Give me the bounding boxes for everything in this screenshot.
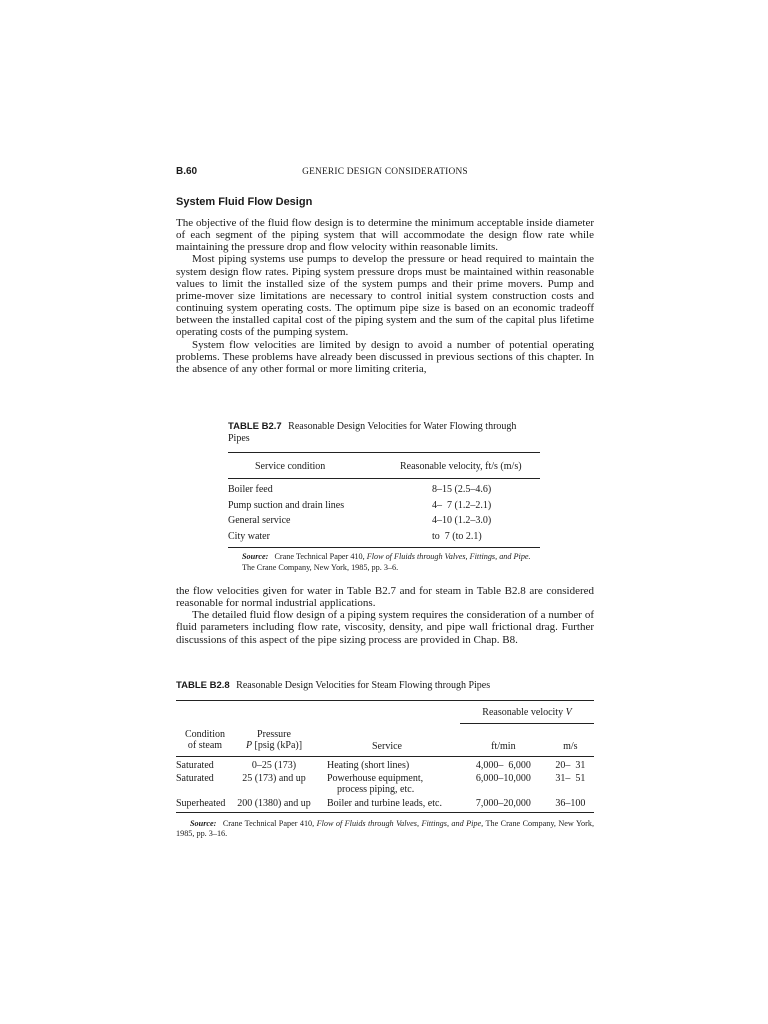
section-title: System Fluid Flow Design <box>176 196 313 208</box>
source-label: Source: <box>242 552 269 561</box>
table-row <box>176 757 594 773</box>
page-body <box>176 166 594 375</box>
table-b28-caption-text: Reasonable Design Velocities for Steam Flowing through Pipes <box>236 680 491 691</box>
column-header-condition <box>176 724 234 753</box>
paragraph-1: The objective of the fluid flow design is to determine the minimum acceptable inside diameter of each segment of the piping system that will accommodate the design flow rate while maintaining the pressure drop and flow velocity within reasonable limits. <box>176 217 594 254</box>
table-b28 <box>176 680 594 840</box>
continuation-text <box>176 585 594 646</box>
velocity-cell: 4–10 (1.2–3.0) <box>432 515 492 526</box>
running-head <box>176 166 594 182</box>
header-line: of steam <box>187 739 223 751</box>
condition-cell: Saturated <box>176 772 214 784</box>
running-title: GENERIC DESIGN CONSIDERATIONS <box>302 167 468 177</box>
condition-cell: Saturated <box>176 760 214 771</box>
table-row <box>228 513 540 529</box>
column-header-service: Service <box>372 740 402 752</box>
service-cell: Pump suction and drain lines <box>228 499 345 511</box>
service-cell: Boiler and turbine leads, etc. <box>327 797 442 809</box>
column-header-ftmin: ft/min <box>491 741 516 752</box>
paragraph-5: The detailed fluid flow design of a piping system requires the consideration of a number of fluid parameters including flow rate, viscosity, density, and pipe wall frictional drag. Further discussions of this aspect of the pipe sizing process are provided in Chap. B8. <box>176 609 594 646</box>
group-header-text: Reasonable velocity <box>482 707 564 718</box>
source-label: Source: <box>190 818 217 828</box>
pressure-symbol: P <box>245 739 253 751</box>
table-row <box>228 482 540 498</box>
source-title: Flow of Fluids through Valves, Fittings, and Pipe. <box>366 552 531 561</box>
header-line: Condition <box>184 728 225 740</box>
paragraph-3: System flow velocities are limited by design to avoid a number of potential operating problems. These problems have already been discussed in previous sections of this chapter. In the absence of any other formal or more limiting criteria, <box>176 338 594 375</box>
table-row <box>228 529 540 545</box>
paragraph-4: the flow velocities given for water in Table B2.7 and for steam in Table B2.8 are considered reasonable for normal industrial applications. <box>176 585 594 610</box>
group-header-symbol: V <box>565 707 572 718</box>
paragraph-2: Most piping systems use pumps to develop the pressure or head required to maintain the system design flow rates. Piping system pressure drops must be maintained within reasonable values to limit the installed size of the system pumps and their prime movers. Pump and prime-mover size limitations are necessary to control initial system construction costs and continuing system operating costs. The optimum pipe size is based on an economic tradeoff between the installed capital cost of the piping system and the sum of the capital plus lifetime operating costs of the pumping system. <box>176 253 594 339</box>
service-cell: City water <box>228 530 270 542</box>
ms-cell: 31– 51 <box>555 772 586 784</box>
velocity-cell: to 7 (to 2.1) <box>432 530 482 542</box>
table-b27-caption-text: Reasonable Design Velocities for Water Flowing through Pipes <box>228 421 517 444</box>
ftmin-cell: 4,000– 6,000 <box>475 760 531 771</box>
group-header <box>460 707 594 724</box>
service-line: Powerhouse equipment, <box>327 772 424 784</box>
table-b28-grid <box>176 700 594 815</box>
source-post: The Crane Company, New York, 1985, pp. 3–6. <box>242 562 399 572</box>
velocity-cell: 8–15 (2.5–4.6) <box>432 484 492 495</box>
ms-cell: 36–100 <box>555 797 586 809</box>
page-number: B.60 <box>176 166 198 177</box>
pressure-unit: [psig (kPa)] <box>254 739 303 751</box>
column-header-pressure <box>234 724 314 753</box>
table-b27-source <box>228 552 540 573</box>
header-line: Pressure <box>257 728 291 740</box>
service-cell: Heating (short lines) <box>327 760 410 771</box>
pressure-cell: 200 (1380) and up <box>237 797 311 809</box>
column-header-service: Service condition <box>255 461 326 472</box>
source-pre: Crane Technical Paper 410, <box>222 818 315 828</box>
source-post: The Crane Company, New York, 1985, pp. 3–16. <box>176 818 595 838</box>
header-line <box>234 740 314 751</box>
ftmin-cell: 6,000–10,000 <box>475 772 531 784</box>
table-b28-label: TABLE B2.8 <box>176 680 230 691</box>
column-header-velocity: Reasonable velocity, ft/s (m/s) <box>400 461 522 472</box>
table-b27 <box>228 421 540 573</box>
pressure-cell: 0–25 (173) <box>251 760 297 771</box>
table-b28-caption <box>176 680 594 691</box>
service-cell: Boiler feed <box>228 484 273 495</box>
service-cell: General service <box>228 515 291 526</box>
table-row <box>176 795 594 813</box>
table-rule <box>228 547 540 548</box>
column-header-ms: m/s <box>563 741 578 752</box>
condition-cell: Superheated <box>176 797 226 809</box>
source-title: Flow of Fluids through Valves, Fittings, and Pipe, <box>316 818 484 828</box>
table-row <box>228 498 540 514</box>
source-pre: Crane Technical Paper 410, <box>274 552 365 561</box>
ftmin-cell: 7,000–20,000 <box>475 797 531 809</box>
table-row <box>176 773 594 795</box>
table-b27-header <box>228 453 540 478</box>
service-cell <box>314 773 460 795</box>
table-b28-source <box>176 819 594 840</box>
table-rule <box>228 478 540 479</box>
service-line: process piping, etc. <box>337 783 415 795</box>
ms-cell: 20– 31 <box>555 760 586 771</box>
velocity-cell: 4– 7 (1.2–2.1) <box>432 499 492 511</box>
pressure-cell: 25 (173) and up <box>242 772 306 784</box>
table-b27-label: TABLE B2.7 <box>228 421 282 432</box>
table-b27-caption <box>228 421 540 444</box>
